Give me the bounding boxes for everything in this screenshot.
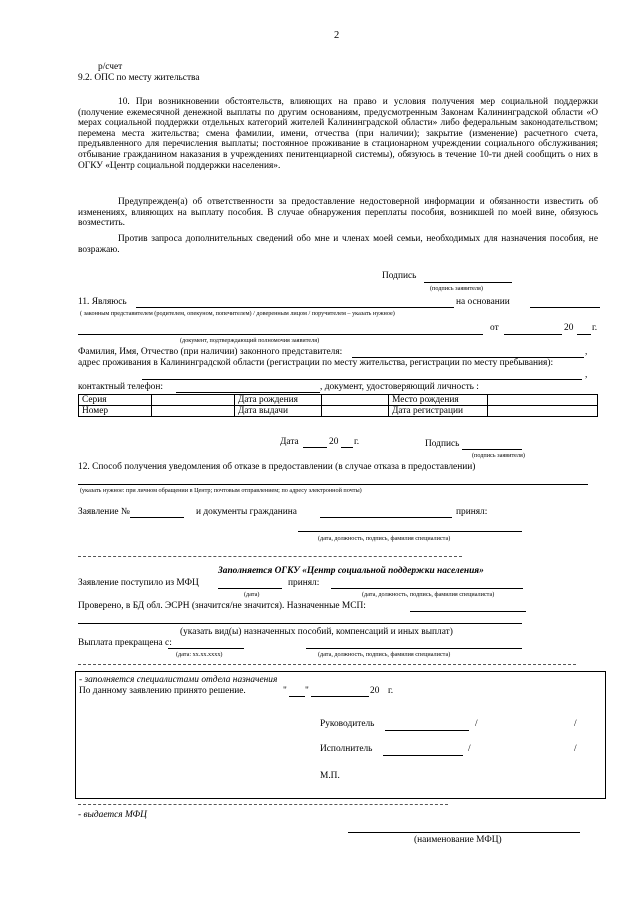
mfc-note: - выдается МФЦ: [78, 810, 147, 820]
role-hint: ( законным представителем (родителем, опекуном, попечителем) / доверенным лицом / поручителем – указать нужное): [80, 310, 395, 317]
decision-year: 20: [370, 686, 380, 696]
item-9-2: 9.2. ОПС по месту жительства: [78, 73, 200, 83]
registration-date-label: Дата регистрации: [389, 406, 488, 417]
ogku-accepted-label: принял:: [288, 578, 320, 588]
decision-day-field[interactable]: [289, 696, 305, 697]
date-label: Дата: [280, 437, 299, 447]
ogku-official-hint: (дата, должность, подпись, фамилия специалиста): [362, 591, 495, 598]
phone-label: контактный телефон:: [78, 382, 163, 392]
decision-quote-close: ": [305, 686, 309, 696]
date-year-field[interactable]: [341, 447, 353, 448]
item-11-label: 11. Являюсь: [78, 297, 127, 307]
id-row-2: [79, 406, 598, 417]
from-date-field[interactable]: [504, 334, 562, 335]
benefits-field[interactable]: [78, 623, 522, 624]
year-field[interactable]: [577, 334, 591, 335]
accepted-label: принял:: [456, 507, 488, 517]
decision-note: - заполняется специалистами отдела назначения: [79, 675, 278, 685]
separator-dashes-3: [78, 804, 448, 805]
decision-text: По данному заявлению принято решение.: [79, 686, 246, 696]
ogku-title: Заполняется ОГКУ «Центр социальной поддержки населения»: [218, 566, 484, 576]
issue-date-field[interactable]: [322, 406, 389, 417]
series-field[interactable]: [152, 395, 235, 406]
birth-date-label: Дата рождения: [235, 395, 322, 406]
ogku-official-field[interactable]: [331, 588, 523, 589]
date-year: 20: [329, 437, 339, 447]
notification-method-hint: (указать нужное: при личном обращении в Центр; почтовым отправлением; по адресу электронной почты): [80, 487, 362, 494]
from-label: от: [490, 323, 499, 333]
date-format-hint: (дата: хх.хх.хххх): [176, 651, 223, 658]
citizen-name-field[interactable]: [320, 517, 452, 518]
address-label: адрес проживания в Калининградской области (регистрации по месту жительства, регистрации по месту пребывания):: [78, 358, 554, 368]
series-label: Серия: [79, 395, 152, 406]
date-field[interactable]: [303, 447, 327, 448]
executor-label: Исполнитель: [320, 744, 373, 754]
executor-signature-field[interactable]: [383, 755, 463, 756]
head-label: Руководитель: [320, 719, 375, 729]
received-date-field[interactable]: [218, 588, 282, 589]
number-label: Номер: [79, 406, 152, 417]
decision-year-suffix: г.: [388, 686, 394, 696]
received-date-hint: (дата): [244, 591, 260, 598]
document-hint: (документ, подтверждающий полномочия заявителя): [180, 337, 320, 344]
document-field[interactable]: [78, 334, 483, 335]
head-slash: /: [475, 719, 478, 729]
year-suffix: г.: [592, 323, 598, 333]
registration-date-field[interactable]: [488, 406, 598, 417]
benefits-hint: (указать вид(ы) назначенных пособий, компенсаций и иных выплат): [180, 627, 453, 637]
checked-label: Проверено, в БД обл. ЭСРН (значится/не значится). Назначенные МСП:: [78, 601, 366, 611]
head-signature-field[interactable]: [385, 730, 469, 731]
phone-field[interactable]: [176, 392, 320, 393]
mfc-name-hint: (наименование МФЦ): [414, 835, 502, 845]
id-document-label: , документ, удостоверяющий личность :: [320, 382, 479, 392]
signature-label: Подпись: [382, 271, 417, 281]
application-number-label: Заявление №: [78, 507, 130, 517]
date-sign-label: Подпись: [425, 439, 460, 449]
received-from-mfc-label: Заявление поступило из МФЦ: [78, 578, 199, 588]
paragraph-consent: Против запроса дополнительных сведений обо мне и членах моей семьи, необходимых для назначения пособия, не возражаю.: [78, 234, 598, 255]
payment-official-hint: (дата, должность, подпись, фамилия специалиста): [318, 651, 451, 658]
year-prefix: 20: [564, 323, 574, 333]
account-label: р/счет: [98, 62, 123, 72]
date-sign-hint: (подпись заявителя): [472, 452, 525, 459]
separator-dashes-2: [78, 664, 576, 665]
id-row-1: [79, 395, 598, 406]
decision-quote-open: ": [283, 686, 287, 696]
mfc-name-field[interactable]: [348, 832, 580, 833]
address-field[interactable]: [142, 379, 582, 380]
role-field[interactable]: [136, 307, 454, 308]
paragraph-warning: Предупрежден(а) об ответственности за предоставление недостоверной информации и обязанности известить об изменениях, влияющих на выплату пособия. В случае обнаружения переплаты пособия, возникшей по моей вине, обязуюсь возместить.: [78, 197, 598, 229]
signature-line[interactable]: [424, 282, 512, 283]
payment-stopped-label: Выплата прекращена с:: [78, 638, 172, 648]
item-12-label: 12. Способ получения уведомления об отказе в предоставлении (в случае отказа в предоставлении): [78, 462, 476, 472]
paragraph-10: 10. При возникновении обстоятельств, влияющих на право и условия получения мер социальной поддержки (получение ежемесячной денежной выплаты по другим основаниям, предусмотренным Законам Калининградской области «О мерах социальной поддержки отдельных категорий жителей Калининградской области» либо федеральным законодательством; перемена места жительства; смена фамилии, имени, отчества (при наличии); закрытие (изменение) расчетного счета, предъявленного для перечисления выплаты; постоянное проживание в стационарном учреждении социального обслуживания; отбывание гражданином наказания в учреждениях пенитенциарной системы), обязуюсь в течение 10-ти дней сообщить о них в ОГКУ «Центр социальной поддержки населения».: [78, 97, 598, 171]
stamp-label: М.П.: [320, 771, 340, 781]
number-field[interactable]: [152, 406, 235, 417]
payment-stopped-field[interactable]: [168, 648, 244, 649]
separator-dashes: [78, 556, 462, 557]
executor-slash: /: [468, 744, 471, 754]
application-number-field[interactable]: [130, 517, 184, 518]
and-documents-label: и документы гражданина: [196, 507, 297, 517]
representative-fio-label: Фамилия, Имя, Отчество (при наличии) законного представителя:: [78, 347, 343, 357]
date-sign-field[interactable]: [462, 449, 522, 450]
notification-method-field[interactable]: [78, 484, 588, 485]
official-hint: (дата, должность, подпись, фамилия специалиста): [318, 535, 451, 542]
birth-place-label: Место рождения: [389, 395, 488, 406]
payment-stopped-official-field[interactable]: [306, 648, 522, 649]
official-field[interactable]: [298, 531, 522, 532]
decision-month-field[interactable]: [311, 696, 369, 697]
page-number: 2: [334, 30, 340, 41]
basis-field[interactable]: [530, 307, 600, 308]
date-year-suffix: г.: [354, 437, 360, 447]
id-document-table: [78, 394, 598, 417]
assigned-msp-field[interactable]: [410, 611, 526, 612]
basis-label: на основании: [456, 297, 510, 307]
issue-date-label: Дата выдачи: [235, 406, 322, 417]
signature-hint: (подпись заявителя): [430, 285, 483, 292]
birth-date-field[interactable]: [322, 395, 389, 406]
birth-place-field[interactable]: [488, 395, 598, 406]
